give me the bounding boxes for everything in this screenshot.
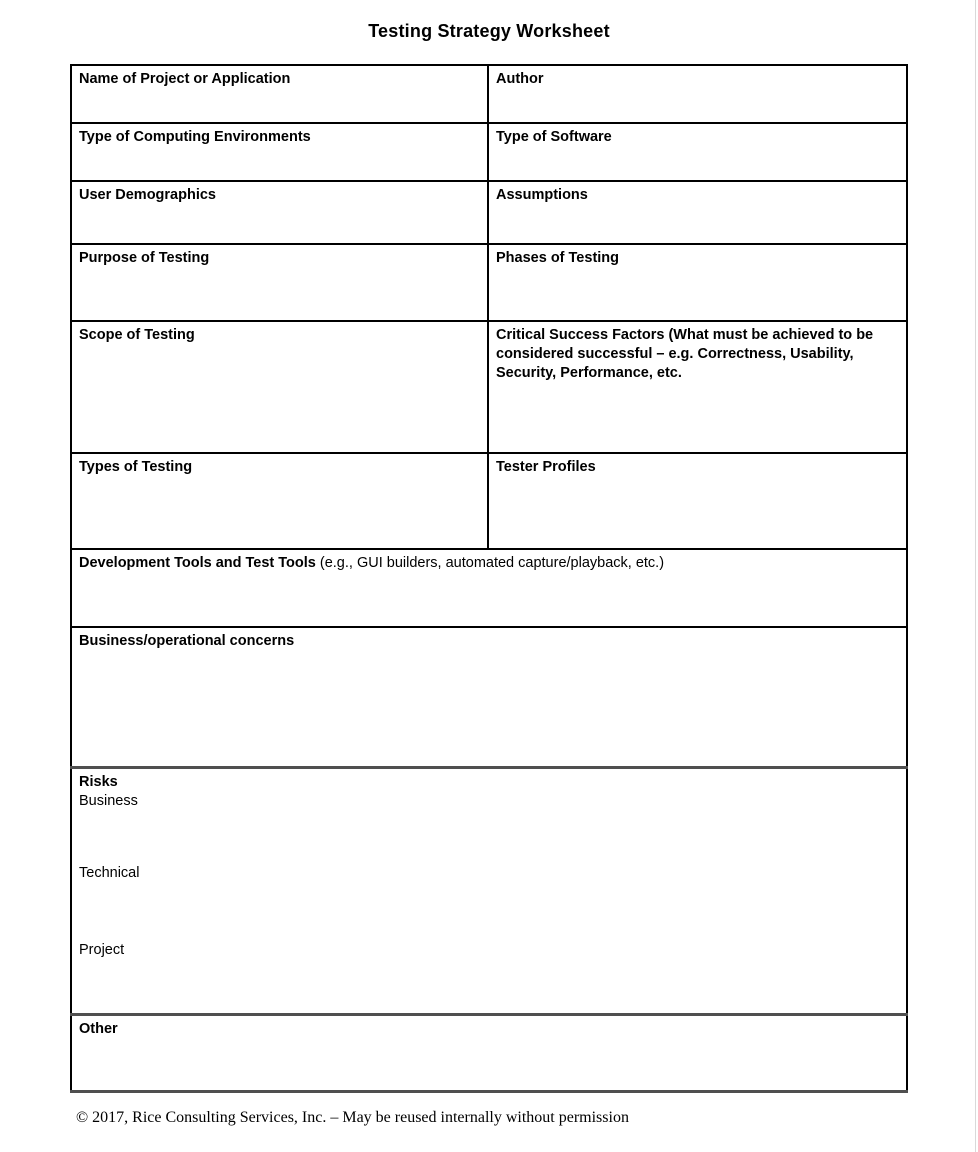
table-row bbox=[71, 1014, 907, 1091]
table-row bbox=[71, 627, 907, 767]
cell-label: Author bbox=[496, 71, 544, 87]
cell-label: Business/operational concerns bbox=[79, 633, 295, 649]
table-row bbox=[71, 453, 907, 549]
table-row bbox=[71, 767, 907, 1014]
cell-phases-of-testing[interactable] bbox=[488, 244, 907, 321]
risk-item-technical: Technical bbox=[79, 864, 140, 881]
cell-computing-environments[interactable] bbox=[71, 123, 488, 181]
cell-label: Types of Testing bbox=[79, 459, 193, 475]
table-row bbox=[71, 65, 907, 123]
table-row bbox=[71, 244, 907, 321]
worksheet-table bbox=[70, 64, 908, 1093]
cell-label: Scope of Testing bbox=[79, 327, 195, 343]
cell-purpose-of-testing[interactable] bbox=[71, 244, 488, 321]
cell-label: Tester Profiles bbox=[496, 459, 596, 475]
cell-development-tools[interactable] bbox=[71, 549, 907, 627]
table-row bbox=[71, 123, 907, 181]
risk-item-business: Business bbox=[79, 792, 138, 809]
cell-assumptions[interactable] bbox=[488, 181, 907, 244]
cell-user-demographics[interactable] bbox=[71, 181, 488, 244]
cell-types-of-testing[interactable] bbox=[71, 453, 488, 549]
cell-label: Development Tools and Test Tools bbox=[79, 555, 316, 571]
cell-label: Assumptions bbox=[496, 187, 588, 203]
cell-label: Other bbox=[79, 1020, 118, 1037]
cell-author[interactable] bbox=[488, 65, 907, 123]
cell-critical-success-factors[interactable] bbox=[488, 321, 907, 453]
cell-label: Type of Software bbox=[496, 129, 612, 145]
table-row bbox=[71, 321, 907, 453]
page-title: Testing Strategy Worksheet bbox=[368, 21, 610, 41]
cell-tester-profiles[interactable] bbox=[488, 453, 907, 549]
cell-business-operational-concerns[interactable] bbox=[71, 627, 907, 767]
risks-heading: Risks bbox=[79, 773, 118, 790]
cell-name-of-project[interactable] bbox=[71, 65, 488, 123]
cell-label: Phases of Testing bbox=[496, 250, 620, 266]
page-edge-divider bbox=[975, 0, 976, 1152]
cell-type-of-software[interactable] bbox=[488, 123, 907, 181]
table-row bbox=[71, 181, 907, 244]
cell-label-note: (e.g., GUI builders, automated capture/playback, etc.) bbox=[315, 555, 665, 571]
risk-item-project: Project bbox=[79, 941, 125, 958]
copyright-footer: © 2017, Rice Consulting Services, Inc. – May be reused internally without permission bbox=[76, 1109, 629, 1126]
cell-scope-of-testing[interactable] bbox=[71, 321, 488, 453]
cell-label: Type of Computing Environments bbox=[79, 129, 311, 145]
cell-label: Name of Project or Application bbox=[79, 71, 291, 87]
cell-label: User Demographics bbox=[79, 187, 216, 203]
cell-label: Purpose of Testing bbox=[79, 250, 210, 266]
cell-label: Critical Success Factors (What must be achieved to be considered successful – e.g. Correctness, Usability, Security, Performance, etc. bbox=[496, 327, 874, 381]
cell-risks[interactable] bbox=[71, 767, 907, 1014]
table-row bbox=[71, 549, 907, 627]
cell-other[interactable] bbox=[71, 1014, 907, 1091]
